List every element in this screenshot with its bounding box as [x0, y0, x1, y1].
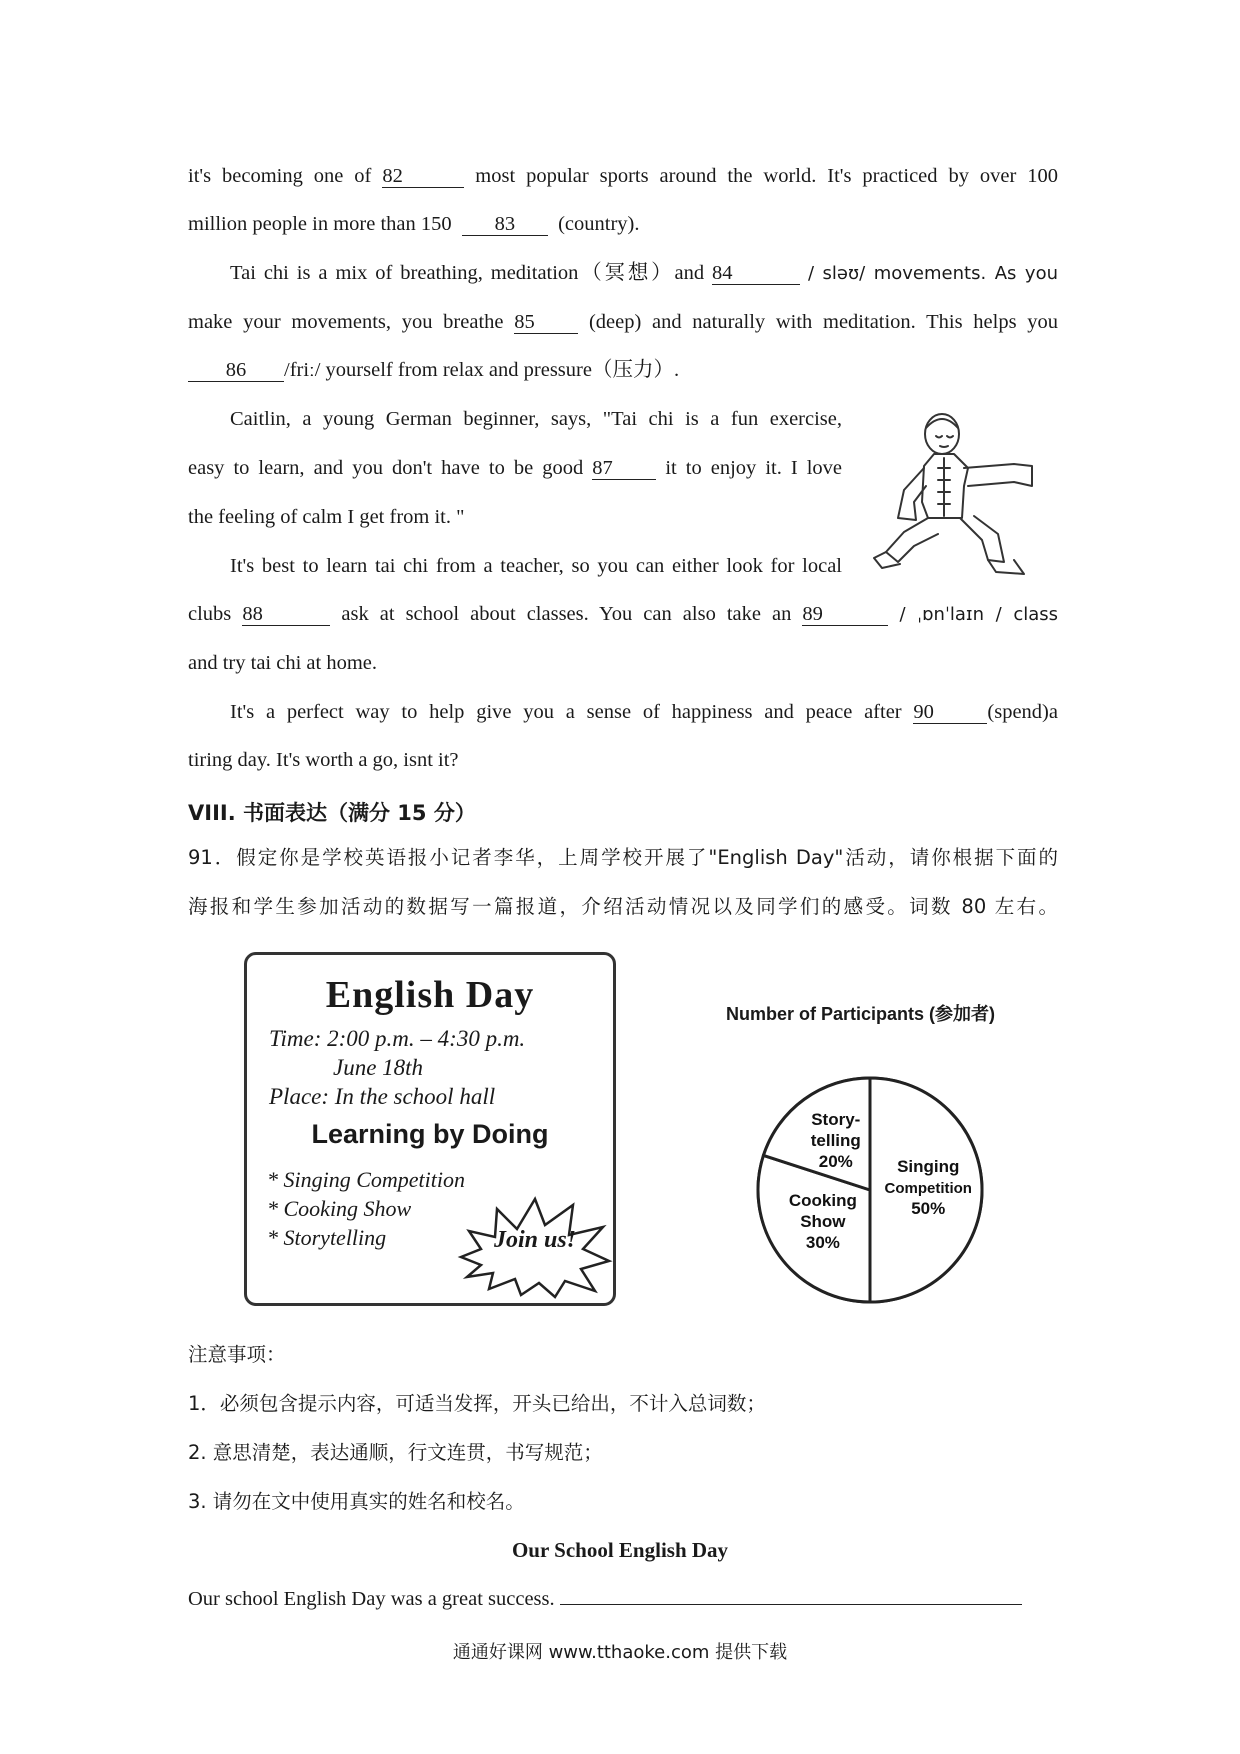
pie-label-2: 30%	[805, 1233, 840, 1253]
passage-line: it's becoming one of 82 most popular sports around the world. It's practiced by over 100	[188, 165, 1059, 187]
join-us-label: Join us!	[493, 1227, 577, 1253]
poster-title: English Day	[325, 974, 535, 1016]
poster-place: Place: In the school hall	[269, 1084, 496, 1109]
english-day-poster	[244, 952, 616, 1306]
passage-line: It's a perfect way to help give you a sense of happiness and peace after 90 (spend)a	[230, 701, 1058, 723]
passage-line: tiring day. It's worth a go, isnt it?	[188, 749, 459, 771]
essay-start: Our school English Day was a great success.	[188, 1586, 1058, 1612]
essay-title: Our School English Day	[511, 1538, 729, 1562]
pie-label-3: Story-	[811, 1109, 861, 1129]
pie-label-3: 20%	[818, 1151, 853, 1171]
essay-answer-line[interactable]	[560, 1604, 1022, 1605]
participants-pie-chart	[740, 1060, 1000, 1320]
poster-slogan: Learning by Doing	[311, 1119, 549, 1149]
blank-87[interactable]: 87	[592, 457, 656, 480]
poster-activity: * Cooking Show	[267, 1196, 412, 1221]
blank-83[interactable]: 83	[462, 213, 548, 236]
passage-line: million people in more than 150 83 (country).	[188, 213, 640, 235]
passage-line: Caitlin, a young German beginner, says, "Tai chi is a fun exercise,	[230, 408, 842, 430]
passage-line: Tai chi is a mix of breathing, meditation（冥想）and 84 / sləʊ/ movements. As you	[230, 262, 1058, 284]
blank-85[interactable]: 85	[514, 311, 578, 334]
blank-88[interactable]: 88	[242, 603, 330, 626]
passage-line: 86 /friː/ yourself from relax and pressure（压力）.	[188, 357, 1058, 383]
pie-label-3: telling	[810, 1130, 861, 1150]
poster-time: Time: 2:00 p.m. – 4:30 p.m.	[269, 1026, 526, 1051]
pie-label-1: 50%	[911, 1199, 946, 1218]
passage-line: easy to learn, and you don't have to be good 87 it to enjoy it. I love	[188, 457, 843, 479]
passage-line: clubs 88 ask at school about classes. You can also take an 89 / ˌɒnˈlaɪn / class	[188, 603, 1059, 625]
blank-90[interactable]: 90	[913, 701, 987, 724]
question-text: 91．假定你是学校英语报小记者李华，上周学校开展了"English Day"活动，请你根据下面的	[188, 846, 1058, 869]
passage-line: and try tai chi at home.	[188, 652, 377, 674]
note-item: 2. 意思清楚，表达通顺，行文连贯，书写规范；	[188, 1441, 603, 1464]
passage-line: the feeling of calm I get from it. "	[188, 506, 465, 528]
pie-label-2: Cooking	[788, 1191, 857, 1211]
blank-86[interactable]: 86	[188, 359, 284, 382]
poster-date: June 18th	[333, 1055, 424, 1080]
poster-activity: * Singing Competition	[267, 1167, 465, 1192]
passage-line: make your movements, you breathe 85 (deep) and naturally with meditation. This helps you	[188, 311, 1059, 333]
pie-label-1: Singing	[897, 1157, 960, 1176]
note-item: 3. 请勿在文中使用真实的姓名和校名。	[188, 1490, 525, 1513]
notes-heading: 注意事项：	[188, 1343, 286, 1366]
chart-title: Number of Participants (参加者)	[726, 1004, 996, 1024]
pie-label-2: Show	[800, 1212, 846, 1232]
note-item: 1．必须包含提示内容，可适当发挥，开头已给出，不计入总词数；	[188, 1392, 766, 1415]
tai-chi-illustration	[864, 406, 1044, 576]
footer-text: 通通好课网 www.tthaoke.com 提供下载	[452, 1642, 788, 1663]
poster-activity: * Storytelling	[267, 1225, 387, 1250]
pie-label-1: Competition	[884, 1180, 972, 1197]
passage-line: It's best to learn tai chi from a teacher, so you can either look for local	[230, 555, 842, 577]
blank-84[interactable]: 84	[712, 262, 800, 285]
blank-82[interactable]: 82	[382, 165, 464, 188]
question-text: 海报和学生参加活动的数据写一篇报道，介绍活动情况以及同学们的感受。词数 80 左右。	[188, 895, 1058, 918]
section-heading: VIII. 书面表达（满分 15 分）	[188, 801, 476, 825]
blank-89[interactable]: 89	[802, 603, 888, 626]
